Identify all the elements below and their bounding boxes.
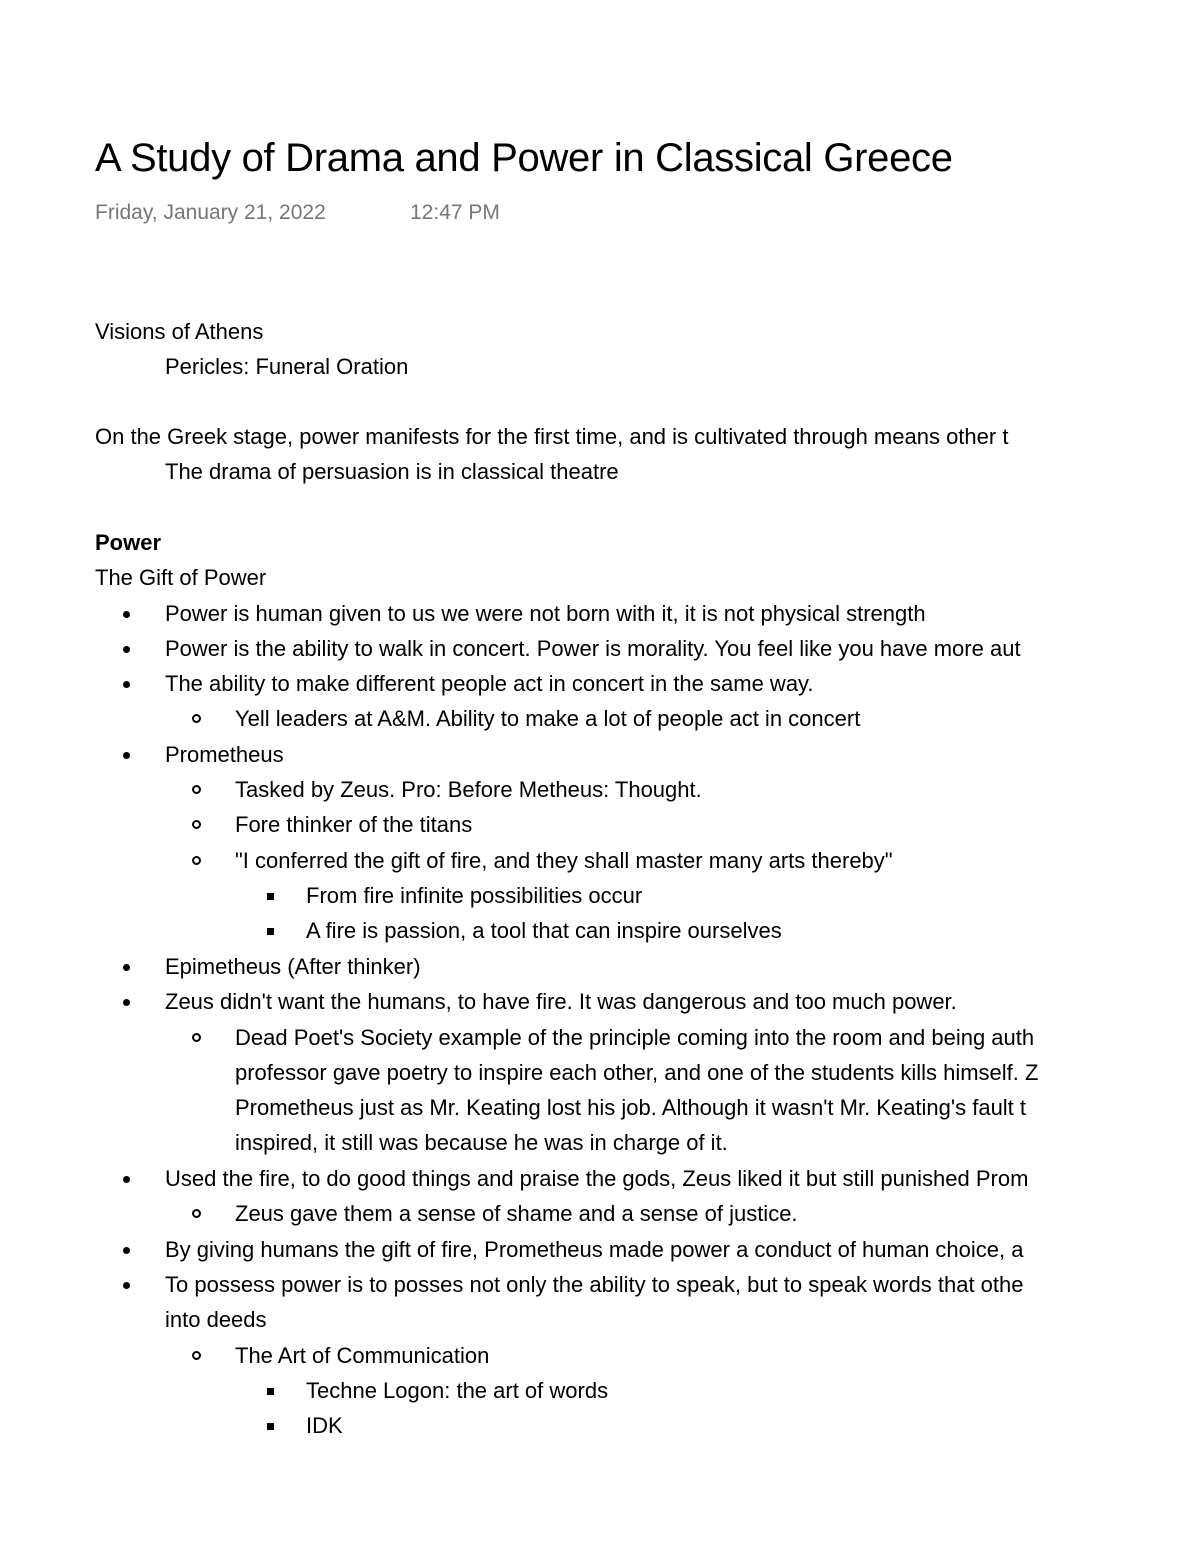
list-item: Zeus didn't want the humans, to have fire. It was dangerous and too much power. bbox=[165, 989, 957, 1014]
note-time: 12:47 PM bbox=[410, 201, 500, 224]
bullet-disc bbox=[123, 646, 130, 653]
list-item: To possess power is to posses not only the ability to speak, but to speak words that othe bbox=[165, 1272, 1024, 1297]
text-line: Visions of Athens bbox=[95, 319, 264, 344]
page-title: A Study of Drama and Power in Classical Greece bbox=[95, 136, 953, 180]
list-item: Techne Logon: the art of words bbox=[306, 1378, 609, 1403]
bullet-disc bbox=[123, 752, 130, 759]
note-date: Friday, January 21, 2022 bbox=[95, 201, 326, 224]
bullet-circle bbox=[192, 1351, 201, 1360]
note-timestamp bbox=[95, 198, 500, 228]
bullet-disc bbox=[123, 964, 130, 971]
text-line: The Gift of Power bbox=[95, 565, 267, 590]
list-item: Prometheus bbox=[165, 742, 284, 767]
bullet-circle bbox=[192, 785, 201, 794]
list-item: A fire is passion, a tool that can inspire ourselves bbox=[306, 918, 782, 943]
list-item: The ability to make different people act in concert in the same way. bbox=[165, 671, 814, 696]
bullet-circle bbox=[192, 1209, 201, 1218]
list-item: Used the fire, to do good things and praise the gods, Zeus liked it but still punished Prom bbox=[165, 1166, 1029, 1191]
text-line: Prometheus just as Mr. Keating lost his job. Although it wasn't Mr. Keating's fault t bbox=[235, 1095, 1027, 1120]
text-line: Pericles: Funeral Oration bbox=[165, 354, 409, 379]
list-item: By giving humans the gift of fire, Prometheus made power a conduct of human choice, a bbox=[165, 1237, 1024, 1262]
bullet-circle bbox=[192, 820, 201, 829]
bullet-disc bbox=[123, 1282, 130, 1289]
text-line: The drama of persuasion is in classical theatre bbox=[165, 459, 619, 484]
section-heading: Power bbox=[95, 530, 162, 555]
list-item: Yell leaders at A&M. Ability to make a lot of people act in concert bbox=[235, 706, 861, 731]
list-item: Dead Poet's Society example of the principle coming into the room and being auth bbox=[235, 1025, 1035, 1050]
bullet-square bbox=[267, 893, 274, 900]
bullet-disc bbox=[123, 611, 130, 618]
text-line: into deeds bbox=[165, 1307, 267, 1332]
bullet-circle bbox=[192, 714, 201, 723]
list-item: IDK bbox=[306, 1413, 343, 1438]
bullet-disc bbox=[123, 1176, 130, 1183]
bullet-circle bbox=[192, 856, 201, 865]
list-item: Tasked by Zeus. Pro: Before Metheus: Thought. bbox=[235, 777, 702, 802]
list-item: Fore thinker of the titans bbox=[235, 812, 473, 837]
bullet-circle bbox=[192, 1033, 201, 1042]
bullet-disc bbox=[123, 999, 130, 1006]
bullet-disc bbox=[123, 681, 130, 688]
list-item: From fire infinite possibilities occur bbox=[306, 883, 643, 908]
list-item: Power is the ability to walk in concert. Power is morality. You feel like you have more aut bbox=[165, 636, 1021, 661]
list-item: The Art of Communication bbox=[235, 1343, 490, 1368]
list-item: Zeus gave them a sense of shame and a sense of justice. bbox=[235, 1201, 798, 1226]
bullet-square bbox=[267, 928, 274, 935]
list-item: Epimetheus (After thinker) bbox=[165, 954, 421, 979]
list-item: "I conferred the gift of fire, and they shall master many arts thereby" bbox=[235, 848, 893, 873]
bullet-square bbox=[267, 1423, 274, 1430]
list-item: Power is human given to us we were not born with it, it is not physical strength bbox=[165, 601, 926, 626]
text-line: On the Greek stage, power manifests for the first time, and is cultivated through means other t bbox=[95, 424, 1009, 449]
bullet-square bbox=[267, 1388, 274, 1395]
text-line: inspired, it still was because he was in charge of it. bbox=[235, 1130, 728, 1155]
bullet-disc bbox=[123, 1247, 130, 1254]
text-line: professor gave poetry to inspire each other, and one of the students kills himself. Z bbox=[235, 1060, 1039, 1085]
